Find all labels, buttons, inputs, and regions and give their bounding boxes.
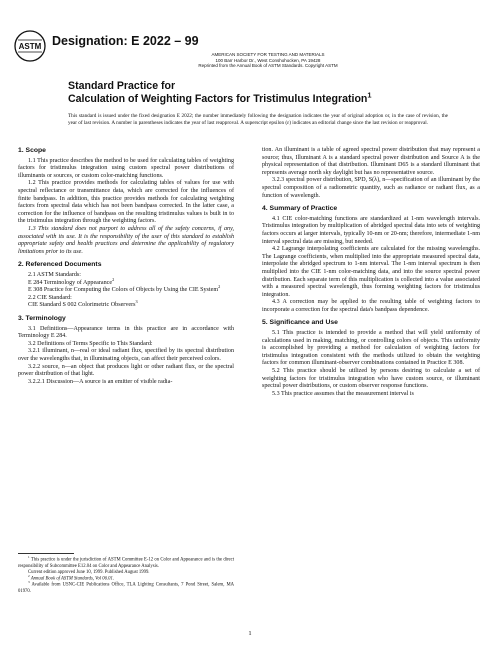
publisher-block — [158, 52, 378, 69]
paragraph: 3.2.3 spectral power distribution, SPD, S(λ), n—specification of an illuminant by the spectral composition of a radiometric quantity, such as radiance or radiant flux, as a function of wavelength. — [262, 177, 480, 199]
paragraph: 3.2.2.1 Discussion—A source is an emitter of visible radia- — [28, 378, 173, 385]
paragraph: 1.2 This practice provides methods for calculating tables of values for use with spectral reflectance or transmittance data, which are corrected for the influences of finite bandpass. In addition, this practice provides methods for calculating weighting factors from spectral data which has not been bandpass corrected. In the latter case, a correction for the influence of bandpass on the resulting tristimulus values is built in to the tristimulus integration through the weighting factors. — [18, 180, 234, 225]
footnote-ref: 1 — [367, 90, 372, 100]
page-number: 1 — [248, 630, 252, 637]
footnote: $^3$ Available from USNC-CIE Publications Office, TLA Lighting Consultants, 7 Pond Street, Salem, MA 01970. — [18, 580, 234, 594]
paragraph: 2.1 ASTM Standards: — [28, 271, 81, 278]
paragraph: 3.2.2 source, n—an object that produces light or other radiant flux, or the spectral power distribution of that light. — [18, 363, 234, 378]
paragraph: 4.2 Lagrange interpolating coefficients are calculated for the missing wavelengths. The Lagrange coefficients, when multiplied into the appropriate measured spectral data, interpolate the abridged spectrum to 1-nm interval. The 1-nm interval spectrum is then multiplied into the CIE 1-nm color-matching data, and into the source spectral power distribution. Each separate term of this multiplication is collected into a value associated with a measured spectral wavelength, thus forming weighting factors for tristimulus integration. — [262, 246, 480, 298]
reference-item — [18, 299, 234, 310]
document-title-text: Calculation of Weighting Factors for Tristimulus Integration — [68, 93, 368, 105]
section-heading: 3. Terminology — [18, 314, 66, 322]
footnote-ref: 2 — [218, 284, 221, 290]
right-column — [262, 147, 480, 398]
logo-text: ASTM — [18, 42, 42, 51]
publisher-line: 100 Barr Harbor Dr., West Conshohocken, PA 19428 — [215, 57, 321, 63]
document-title — [68, 90, 372, 105]
footnote-text: Annual Book of ASTM Standards, Vol 06.01. — [30, 576, 115, 582]
paragraph: 3.2.1 illuminant, n—real or ideal radiant flux, specified by its spectral distribution over the wavelengths that, in illuminating objects, can affect their perceived colors. — [18, 348, 234, 362]
footnote-ref: 3 — [135, 299, 138, 305]
safety-paragraph: 1.3 This standard does not purport to address all of the safety concerns, if any, associated with its use. It is the responsibility of the user of this standard to establish appropriate safety and health practices and determine the applicability of regulatory limitations prior to its use. — [18, 225, 234, 255]
reference-item — [18, 276, 234, 288]
reference-item — [18, 284, 234, 295]
paragraph: 5.1 This practice is intended to provide a method that will yield uniformity of calculations used in making, matching, or controlling colors of objects. This uniformity is accomplished by providing a method for calculation of weighting factors for tristimulus integration consistent with the methods utilized to obtain the weighting factors for common illuminant-observer combinations contained in Practice E 308. — [262, 330, 480, 367]
paragraph: 5.3 This practice assumes that the measurement interval is — [272, 390, 414, 397]
reference-text: E 284 Terminology of Appearance — [28, 279, 113, 286]
paragraph: 3.1 Definitions—Appearance terms in this practice are in accordance with Terminology E 284. — [18, 325, 234, 340]
paragraph: 2.2 CIE Standard: — [28, 294, 72, 301]
section-heading: 5. Significance and Use — [262, 319, 338, 327]
paragraph: 1.1 This practice describes the method to be used for calculating tables of weighting factors for tristimulus integration using custom spectral power distributions of illuminants or sources, or custom color-matching functions. — [18, 157, 234, 179]
section-heading: 4. Summary of Practice — [262, 205, 338, 213]
publisher-line: AMERICAN SOCIETY FOR TESTING AND MATERIALS — [211, 52, 325, 57]
astm-logo — [14, 30, 46, 62]
footnotes — [18, 557, 234, 595]
reference-text: CIE Standard S 002 Colorimetric Observers — [28, 302, 136, 309]
footnote-ref: 2 — [112, 276, 115, 282]
standard-kind: Standard Practice for — [68, 80, 176, 92]
footnote: $^2$ Annual Book of ASTM Standards, Vol 06.01. — [28, 573, 115, 582]
paragraph: 4.1 CIE color-matching functions are standardized at 1-nm wavelength intervals. Tristimulus integration by multiplication of abridged spectral data into sets of weighting factors occurs at larger intervals, typically 10-nm or 20-nm; therefore, intermediate 1-nm interval spectral data are missing, but needed. — [262, 215, 480, 245]
paragraph: tion. An illuminant is a table of agreed spectral power distribution that may represent a source; thus, Illuminant A is a standard spectral power distribution and Source A is the physical representation of that distribution. Illuminant D65 is a standard illuminant that represents average north sky daylight but has no representative source. — [262, 147, 480, 176]
footnote: $^1$ This practice is under the jurisdiction of ASTM Committee E-12 on Color and Appearance and is the direct responsibility of Subcommittee E12.04 on Color and Appearance Analysis. — [18, 555, 235, 569]
footnote-divider — [18, 553, 74, 554]
section-heading: 1. Scope — [18, 147, 46, 154]
publisher-line: Reprinted from the Annual Book of ASTM Standards. Copyright ASTM — [198, 63, 338, 69]
left-column — [18, 147, 234, 386]
footnote-text: Available from USNC-CIE Publications Office, TLA Lighting Consultants, 7 Pond Street, Salem, MA 01970. — [18, 582, 234, 594]
footnote-text: This practice is under the jurisdiction of ASTM Committee E-12 on Color and Appearance and is the direct responsibility of Subcommittee E12.04 on Color and Appearance Analysis. — [18, 557, 235, 569]
paragraph: 5.2 This practice should be utilized by persons desiring to calculate a set of weighting factors for tristimulus integration who have custom source, or illuminant spectral power distributions, or custom observer response functions. — [262, 368, 480, 390]
footnote: Current edition approved June 10, 1999. Published August 1999. — [28, 569, 150, 575]
paragraph: 3.2 Definitions of Terms Specific to This Standard: — [28, 340, 153, 347]
section-heading: 2. Referenced Documents — [18, 261, 102, 269]
paragraph: 4.3 A correction may be applied to the resulting table of weighting factors to incorporate a correction for the spectral data's bandpass dependence. — [262, 299, 480, 313]
designation: Designation: E 2022 – 99 — [52, 34, 199, 48]
issuance-note: This standard is issued under the fixed designation E 2022; the number immediately following the designation indicates the year of original adoption or, in the case of revision, the year of last revision. A number in parentheses indicates the year of last reapproval. A superscript epsilon (ε) indicates an editorial change since the last revision or reapproval. — [68, 113, 448, 126]
reference-text: E 308 Practice for Computing the Colors of Objects by Using the CIE System — [28, 287, 219, 294]
